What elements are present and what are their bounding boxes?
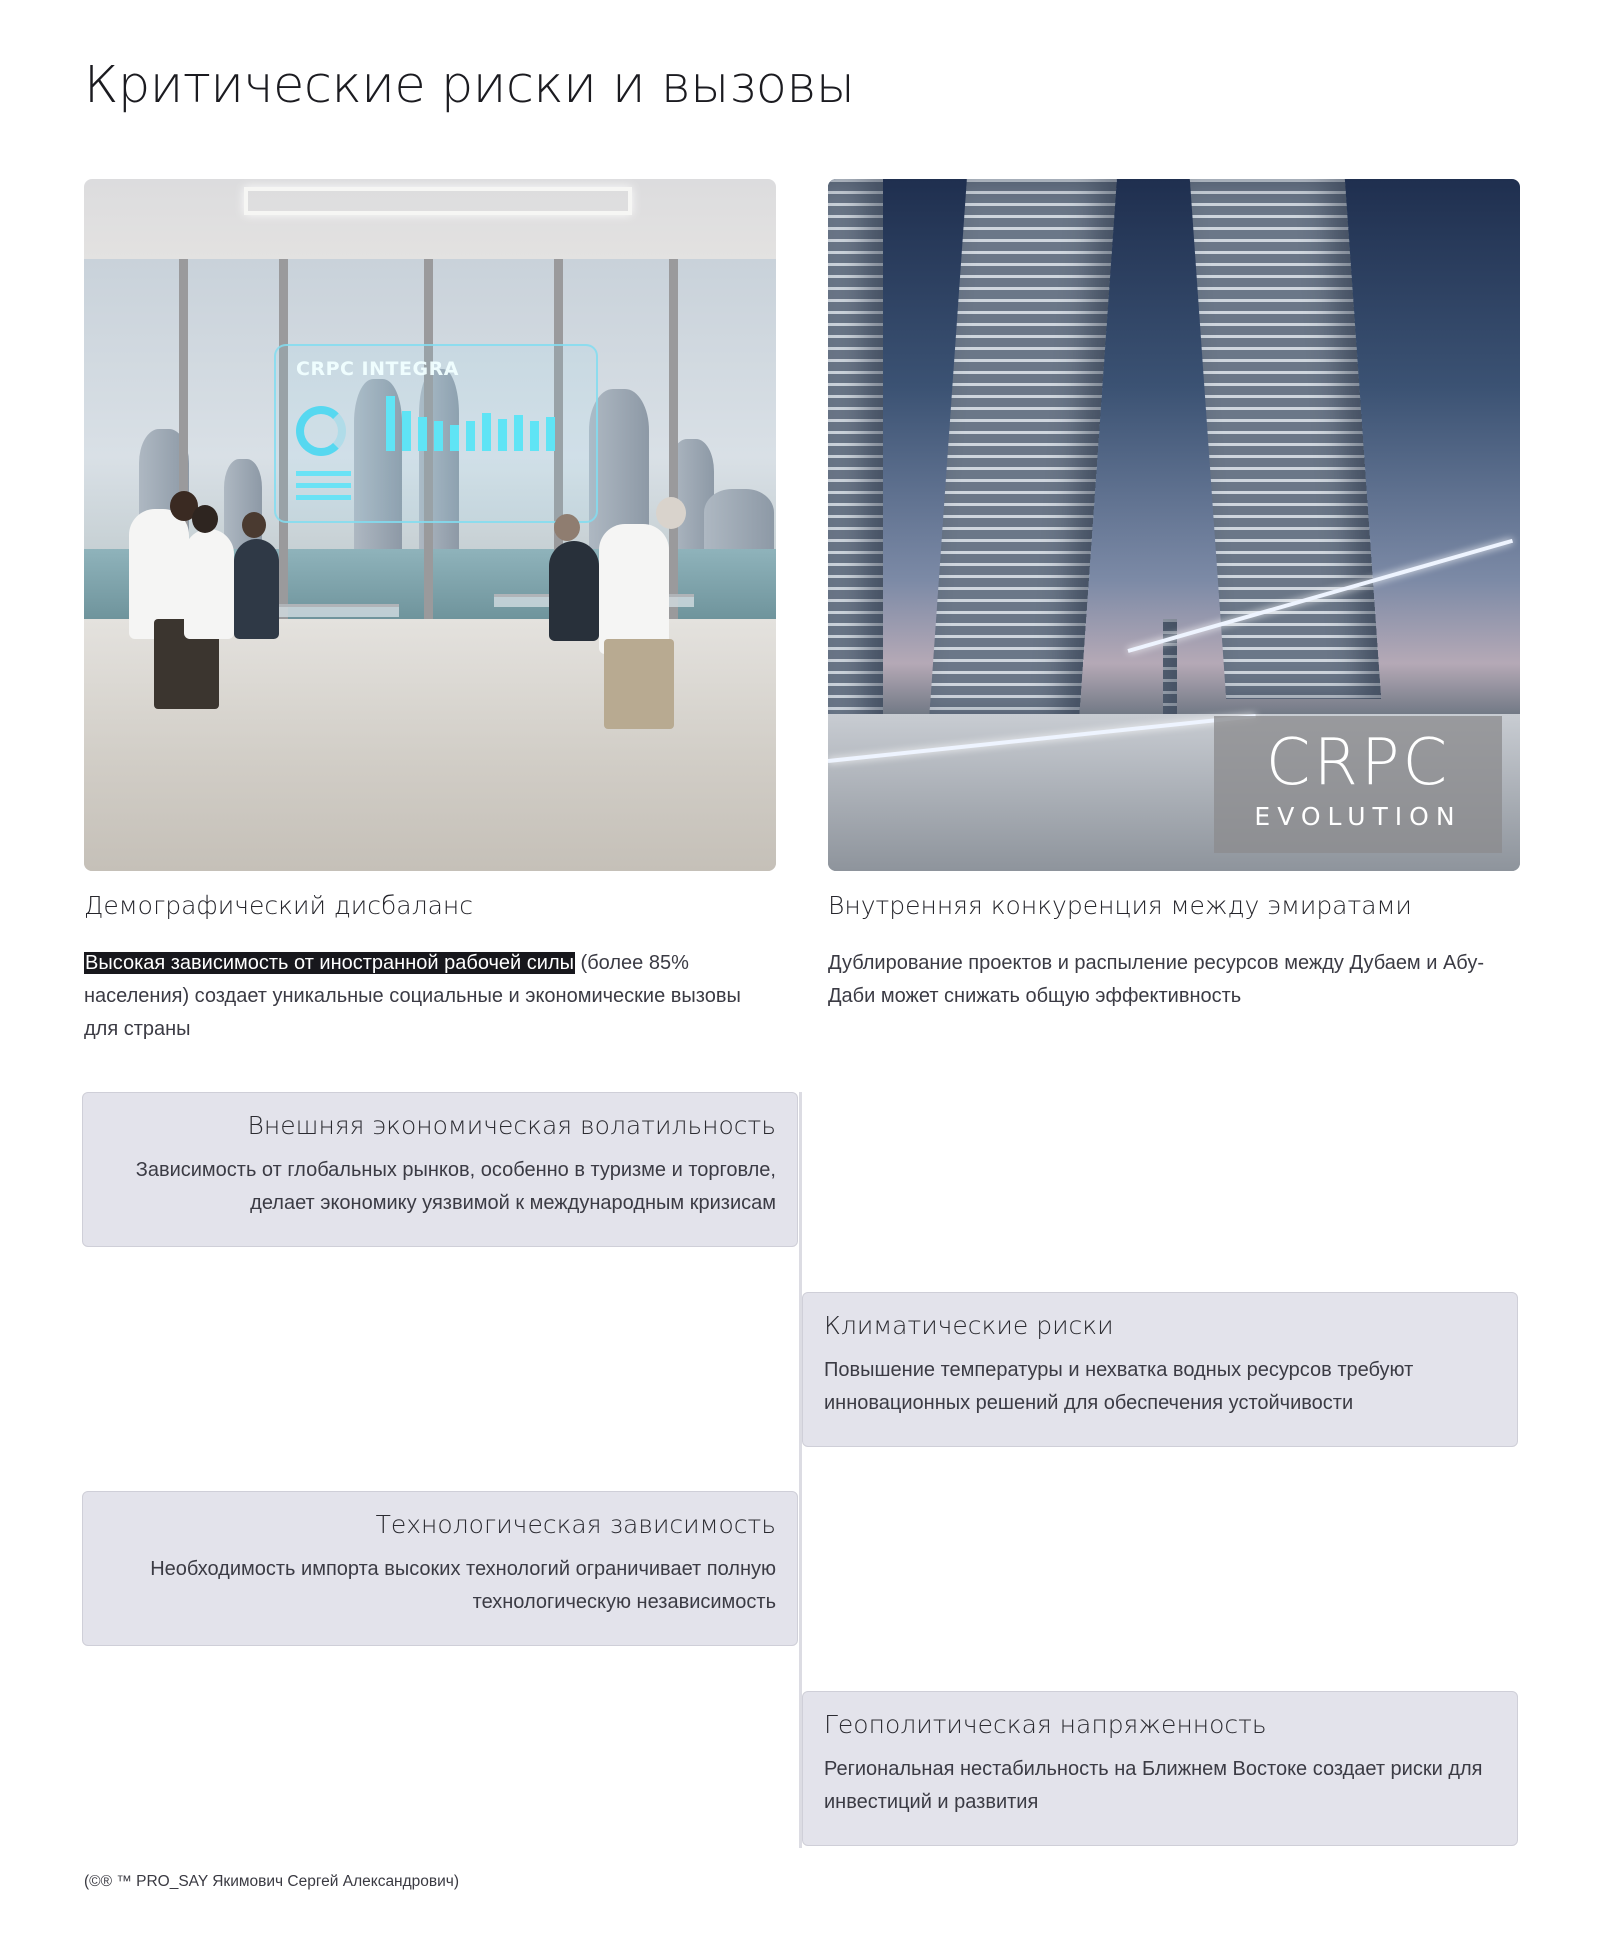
card-description: Дублирование проектов и распыление ресурсов между Дубаем и Абу-Даби может снижать общую эффективность xyxy=(828,952,1484,1007)
timeline-item-title: Геополитическая напряженность xyxy=(824,1710,1267,1739)
towers-render-image xyxy=(828,179,1520,871)
card-description xyxy=(84,947,776,1046)
footer-copyright: (©® ™ PRO_SAY Якимович Сергей Александрович) xyxy=(84,1873,460,1890)
timeline-item-title: Климатические риски xyxy=(824,1311,1114,1340)
timeline-item-climate-risks xyxy=(802,1292,1518,1447)
card-title: Демографический дисбаланс xyxy=(84,891,474,920)
page-title: Критические риски и вызовы xyxy=(84,56,855,115)
highlighted-text: Высокая зависимость от иностранной рабочей силы xyxy=(85,952,574,974)
timeline-item-tech-dependency xyxy=(82,1491,798,1646)
card-title: Внутренняя конкуренция между эмиратами xyxy=(828,891,1412,920)
hologram-dashboard: CRPC INTEGRA xyxy=(274,344,598,523)
timeline-item-text: Зависимость от глобальных рынков, особенно в туризме и торговле, делает экономику уязвимой к международным кризисам xyxy=(135,1159,776,1214)
timeline-item-title: Технологическая зависимость xyxy=(375,1510,776,1539)
timeline-item-external-volatility xyxy=(82,1092,798,1247)
timeline-item-title: Внешняя экономическая волатильность xyxy=(247,1111,776,1140)
timeline-item-text: Необходимость импорта высоких технологий ограничивает полную технологическую независимость xyxy=(150,1558,776,1613)
office-meeting-image xyxy=(84,179,776,871)
timeline-item-text: Региональная нестабильность на Ближнем Востоке создает риски для инвестиций и развития xyxy=(824,1758,1483,1813)
card-description-rest: (более 85% населения) создает уникальные социальные и экономические вызовы для страны xyxy=(84,952,741,1040)
timeline-item-geopolitical-tension xyxy=(802,1691,1518,1846)
timeline-item-text: Повышение температуры и нехватка водных ресурсов требуют инновационных решений для обеспечения устойчивости xyxy=(824,1359,1414,1414)
crpc-evolution-logo: CRPC EVOLUTION xyxy=(1214,716,1502,853)
